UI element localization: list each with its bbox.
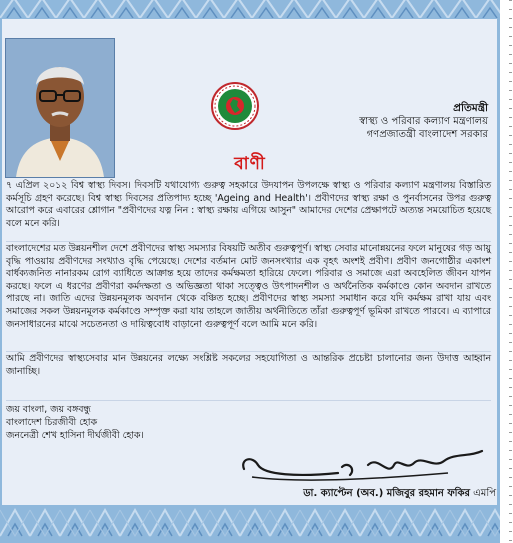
divider-2 bbox=[6, 351, 491, 352]
message-heading: বাণী bbox=[234, 154, 266, 174]
divider-3 bbox=[6, 400, 491, 401]
handwritten-signature bbox=[238, 447, 488, 485]
message-paragraph-1: ৭ এপ্রিল ২০১২ বিশ্ব স্বাস্থ্য দিবস। দিবসটি যথাযোগ্য গুরুত্ব সহকারে উদযাপন উপলক্ষে স্বাস্থ্য ও পরিবার কল্যাণ মন্ত্রণালয় বিস্তারিত কর্মসূচি গ্রহণ করেছে। বিশ্ব স্বাস্থ্য দিবসের প্রতিপাদ্য হচ্ছে 'Ageing and Health'। প্রবীণদের স্বাস্থ্য রক্ষা ও পুনর্বাসনের উপর গুরুত্ব আরোপ করে এবারের শ্লোগান "প্রবীণদের যত্ন নিন : স্বাস্থ্য রক্ষায় এগিয়ে আসুন" আমাদের দেশের প্রেক্ষাপটে অত্যন্ত সময়োচিত হয়েছে বলে মনে করি। bbox=[6, 180, 491, 229]
signatory-name-text: ডা. ক্যাপ্টেন (অব.) মজিবুর রহমান ফকির bbox=[303, 488, 470, 499]
ministry-name: স্বাস্থ্য ও পরিবার কল্যাণ মন্ত্রণালয় bbox=[359, 116, 488, 127]
right-edge-ticks bbox=[509, 0, 512, 543]
closing-lines bbox=[6, 403, 144, 442]
closing-line-3: জননেত্রী শেখ হাসিনা দীর্ঘজীবী হোক। bbox=[6, 430, 144, 441]
ministry-logo bbox=[211, 82, 259, 130]
office-block bbox=[262, 102, 488, 141]
closing-line-2: বাংলাদেশ চিরজীবী হোক bbox=[6, 417, 97, 428]
office-title: প্রতিমন্ত্রী bbox=[453, 102, 488, 114]
message-paragraph-2: বাংলাদেশের মত উন্নয়নশীল দেশে প্রবীণদের স্বাস্থ্য সমস্যার বিষয়টি অতীব গুরুত্বপূর্ণ। স্বাস্থ্য সেবার মানোন্নয়নের ফলে মানুষের গড় আয়ু বৃদ্ধি পাওয়ায় প্রবীণদের সংখ্যাও বৃদ্ধি পেয়েছে। দেশের বর্তমান মোট জনসংখ্যার এক বৃহৎ অংশই প্রবীণ। প্রবীণ জনগোষ্ঠীর একাংশ বার্ধক্যজনিত নানারকম রোগ ব্যাধিতে আক্রান্ত হয়ে তাদের কর্মক্ষমতা হারিয়ে ফেলে। পরিবার ও সমাজে এরা অবহেলিত জীবন যাপন করছে। ফলে এ ধরণের প্রবীণরা কর্মদক্ষতা ও অভিজ্ঞতা থাকা সত্ত্বেও উৎপাদনশীল ও অর্থনৈতিক কর্মকাণ্ডে কোন অবদান রাখতে পারছে না। জাতি এদের উন্নয়নমূলক অবদান থেকে বঞ্চিত হচ্ছে। প্রবীণদের স্বাস্থ্য সমস্যা সমাধান করে যদি কর্মক্ষম রাখা যায় এবং সমাজের সকল উন্নয়নমূলক কর্মকাণ্ডে সম্পৃক্ত করা যায় তাহলে জাতীয় অর্থনীতিতে তাঁরা গুরুত্বপূর্ণ ভূমিকা রাখতে পারবে। এ ব্যাপারে জনসাধারনের মাঝে সচেতনতা ও দায়িত্ববোধ বাড়ানো গুরুত্বপূর্ণ বলে আমি মনে করি। bbox=[6, 243, 492, 330]
signatory-suffix: এমপি bbox=[470, 488, 496, 499]
top-border-pattern bbox=[0, 0, 500, 18]
divider-1 bbox=[6, 241, 491, 242]
closing-line-1: জয় বাংলা, জয় বঙ্গবন্ধু bbox=[6, 404, 91, 415]
message-paragraph-3: আমি প্রবীণদের স্বাস্থ্যসেবার মান উন্নয়নের লক্ষ্যে সংশ্লিষ্ট সকলের সহযোগিতা ও আন্তরিক প্রচেষ্টা চালানোর জন্য উদাত্ত আহ্বান জানাচ্ছি। bbox=[6, 353, 491, 377]
right-edge-strip bbox=[500, 0, 513, 543]
signatory-name bbox=[238, 486, 496, 503]
government-name: গণপ্রজাতন্ত্রী বাংলাদেশ সরকার bbox=[366, 129, 488, 140]
bottom-border-pattern bbox=[0, 506, 500, 543]
